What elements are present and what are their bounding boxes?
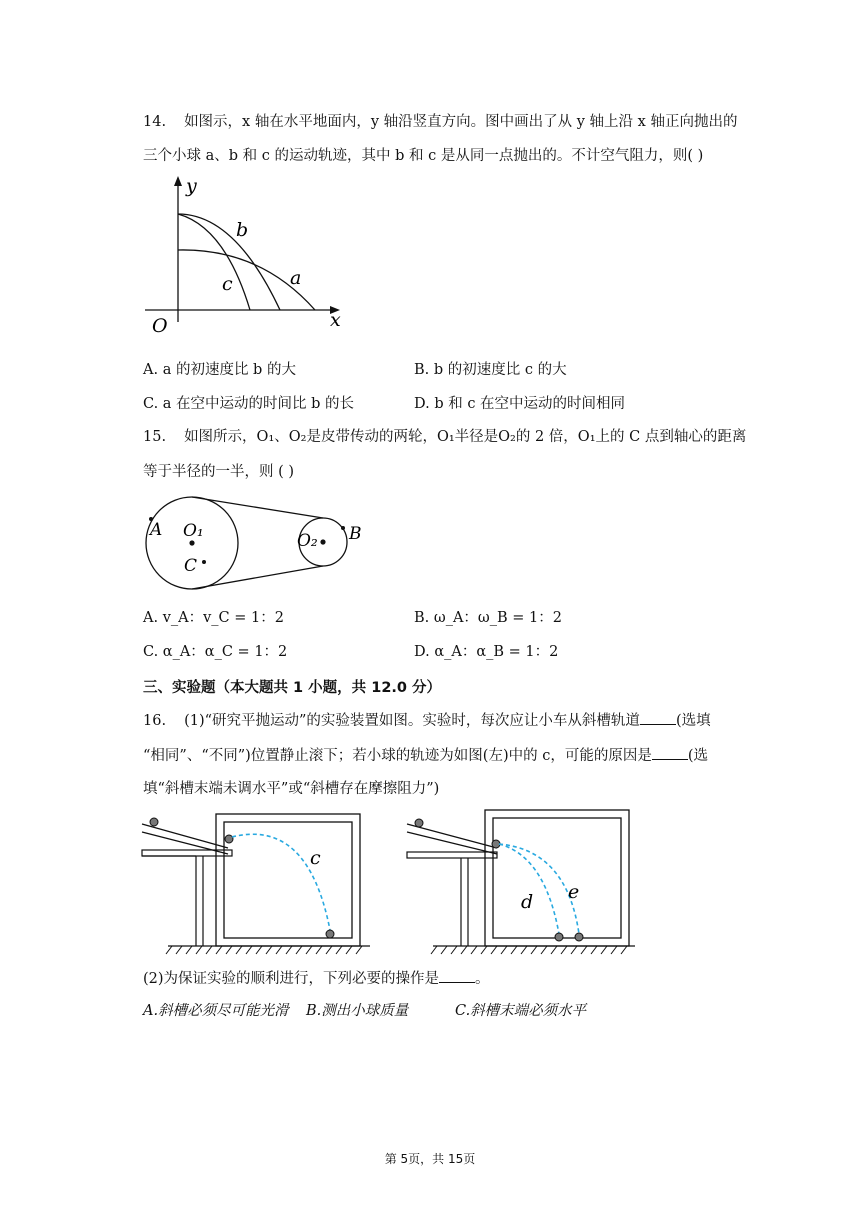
answer-blank-1[interactable] (640, 710, 676, 725)
center-o2 (320, 539, 325, 544)
q15-option-d[interactable]: D. α_A：α_B = 1：2 (414, 644, 559, 660)
ball-start (150, 818, 158, 826)
ball-landing (326, 930, 334, 938)
ground-hatching (166, 946, 362, 954)
table-top (407, 852, 497, 858)
label-c: C (184, 556, 198, 576)
table-top (142, 850, 232, 856)
q16-part2-text: (2)为保证实验的顺利进行，下列必要的操作是 (143, 971, 440, 987)
point-c (202, 560, 206, 564)
q14-trajectory-figure (140, 172, 350, 342)
q16-part2 (143, 968, 490, 989)
ball-release (492, 840, 500, 848)
q16-text-2b: (选 (687, 748, 709, 764)
trajectory-e-dashed (499, 844, 579, 934)
curve-a-label: a (290, 267, 302, 289)
curve-b-label: b (236, 219, 249, 241)
answer-blank-3[interactable] (439, 968, 475, 983)
q16-number: 16. (143, 713, 167, 729)
q15-belt-figure (140, 488, 380, 598)
q16-option-a-text: A.斜槽必须尽可能光滑 (143, 1003, 289, 1019)
y-label: y (186, 175, 197, 197)
belt-top (192, 497, 323, 518)
chute-top (407, 824, 497, 848)
y-axis-arrow (174, 176, 182, 186)
label-e: e (568, 881, 580, 903)
q14-line2: 三个小球 a、b 和 c 的运动轨迹，其中 b 和 c 是从同一点抛出的。不计空气阻力，则( ) (143, 148, 704, 164)
chute-top (142, 824, 228, 848)
point-b (341, 526, 345, 530)
q14-option-d[interactable]: D. b 和 c 在空中运动的时间相同 (414, 396, 626, 412)
q16-line3: 填“斜槽末端未调水平”或“斜槽存在摩擦阻力”) (143, 781, 440, 797)
label-o2: O₂ (297, 531, 318, 551)
q14-option-b[interactable]: B. b 的初速度比 c 的大 (414, 362, 567, 378)
q16-option-b[interactable] (306, 1001, 408, 1021)
origin-label: O (152, 315, 168, 337)
q16-option-b-text: B.测出小球质量 (306, 1003, 409, 1019)
q14-number: 14. (143, 114, 167, 130)
board-inner (224, 822, 352, 938)
q16-line1 (143, 710, 711, 731)
ground-hatching (431, 946, 627, 954)
q15-option-a[interactable]: A. v_A：v_C = 1：2 (143, 610, 284, 626)
q16-option-c-text: C.斜槽末端必须水平 (455, 1003, 587, 1019)
q14-option-a[interactable]: A. a 的初速度比 b 的大 (143, 362, 296, 378)
label-o1: O₁ (183, 521, 204, 541)
label-b: B (349, 524, 362, 544)
ball-landing-e (575, 933, 583, 941)
belt-bottom (192, 566, 323, 589)
ball-landing-d (555, 933, 563, 941)
q16-apparatus-left (140, 806, 375, 958)
q15-number: 15. (143, 429, 167, 445)
q16-option-c[interactable] (455, 1001, 586, 1021)
q16-part2-end: 。 (475, 971, 490, 987)
chute-bottom (407, 832, 497, 854)
x-label: x (330, 309, 341, 331)
q16-option-a[interactable] (143, 1001, 289, 1021)
trajectory-d-dashed (499, 844, 559, 934)
label-c: c (310, 847, 321, 869)
ball-release (225, 835, 233, 843)
q15-line2: 等于半径的一半，则 ( ) (143, 464, 295, 480)
ball-start (415, 819, 423, 827)
trajectory-b (178, 214, 280, 310)
q16-text-2a: “相同”、“不同”)位置静止滚下；若小球的轨迹为如图(左)中的 c，可能的原因是 (143, 748, 652, 764)
board-inner (493, 818, 621, 938)
q14-line1 (143, 112, 737, 132)
chute-bottom (142, 832, 228, 854)
q14-option-c[interactable]: C. a 在空中运动的时间比 b 的长 (143, 396, 355, 412)
q16-apparatus-right (405, 806, 640, 958)
q15-text-1: 如图所示，O₁、O₂是皮带传动的两轮，O₁半径是O₂的 2 倍，O₁上的 C 点到轴心的距离 (184, 429, 747, 445)
page-footer: 第 5页，共 15页 (384, 1152, 476, 1166)
q16-text-1b: (选填 (675, 713, 711, 729)
q15-option-c[interactable]: C. α_A：α_C = 1：2 (143, 644, 288, 660)
q15-line1 (143, 427, 746, 447)
curve-c-label: c (222, 273, 233, 295)
answer-blank-2[interactable] (652, 745, 688, 760)
q16-text-1a: (1)“研究平抛运动”的实验装置如图。实验时，每次应让小车从斜槽轨道 (184, 713, 640, 729)
label-a: A (150, 520, 163, 540)
label-d: d (521, 891, 534, 913)
q15-option-b[interactable]: B. ω_A：ω_B = 1：2 (414, 610, 562, 626)
center-o1 (189, 540, 194, 545)
section-3-title: 三、实验题（本大题共 1 小题，共 12.0 分） (143, 680, 442, 696)
q16-line2 (143, 745, 708, 766)
q14-text-1: 如图示，x 轴在水平地面内，y 轴沿竖直方向。图中画出了从 y 轴上沿 x 轴正向抛出的 (184, 114, 738, 130)
board-outer (216, 814, 360, 946)
